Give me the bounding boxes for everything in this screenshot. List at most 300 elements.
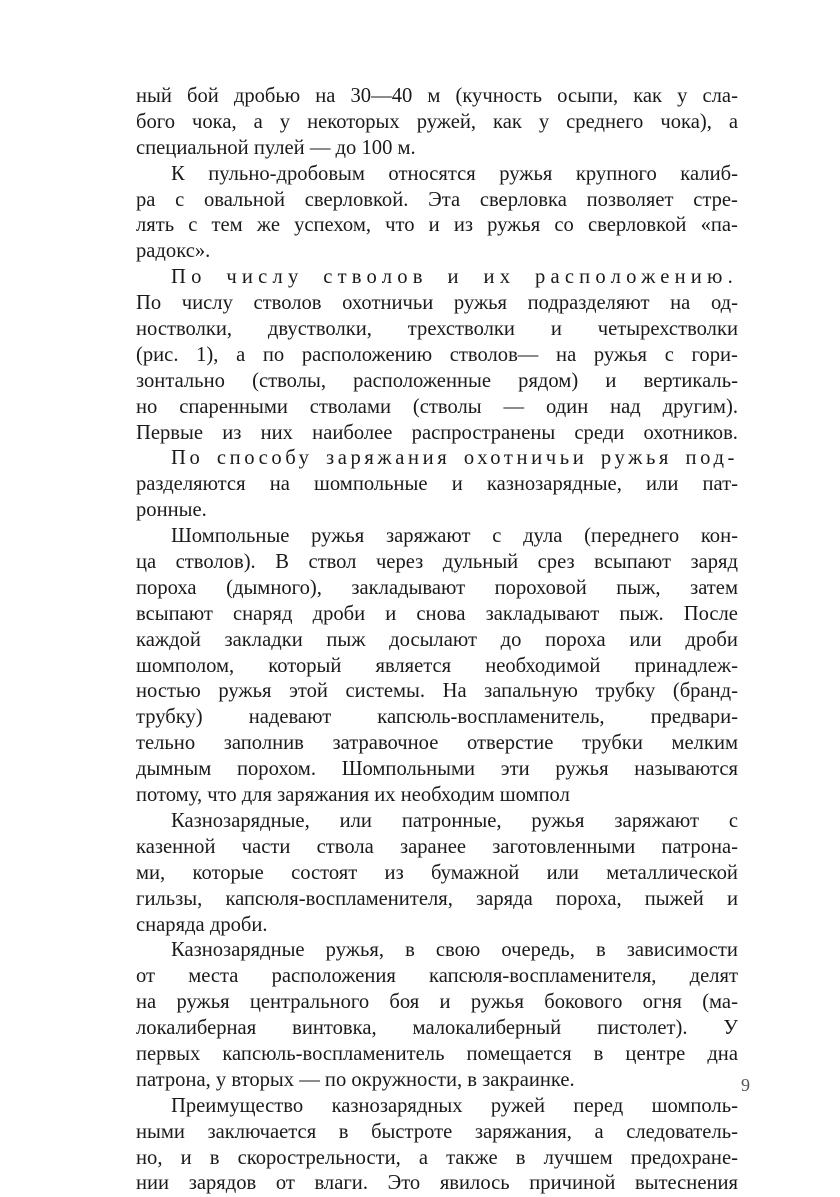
word: досылают: [389, 628, 477, 651]
word: дульный: [442, 551, 519, 574]
word: Казнозарядные,: [171, 809, 310, 832]
word: разделяются: [136, 473, 246, 496]
word: По: [171, 266, 207, 289]
word: ца: [136, 551, 157, 574]
word: лучшем: [543, 1146, 613, 1169]
word: ными: [136, 1120, 185, 1143]
word: (дымного),: [226, 576, 322, 599]
word: расположения: [271, 965, 396, 988]
word: наиболее: [312, 421, 393, 444]
line-text: потому, что для заряжания их необходим шомпол: [136, 784, 570, 807]
word: двустволки,: [267, 318, 372, 341]
word: дроби: [685, 628, 738, 651]
word: (кучность: [455, 85, 543, 107]
word: ствол: [308, 551, 357, 574]
text-line: [136, 679, 738, 705]
word: снова: [416, 602, 466, 625]
word: части: [241, 835, 291, 858]
word: с: [728, 809, 738, 832]
word: и: [180, 1146, 192, 1169]
word: стре-: [693, 188, 738, 211]
word: в: [209, 1146, 220, 1169]
word: другим).: [662, 395, 738, 418]
word: У: [723, 1017, 738, 1040]
text-line: [136, 964, 738, 990]
word: некоторых: [307, 110, 400, 133]
word: но,: [136, 1146, 163, 1169]
word: ружья: [600, 447, 673, 470]
word: от: [136, 965, 156, 988]
word: казнозарядных: [331, 1094, 463, 1117]
word: заряжают: [614, 809, 699, 832]
page-number: 9: [741, 1075, 750, 1095]
word: предвари-: [650, 706, 738, 729]
word: охотничьи: [342, 292, 434, 315]
text-line: [136, 1094, 738, 1120]
word: центрального: [249, 991, 370, 1014]
word: капсюль-воспламенитель,: [377, 706, 605, 729]
word: затем: [690, 576, 738, 599]
word: ный: [136, 85, 172, 107]
word: числу: [181, 292, 233, 315]
word: а: [594, 1120, 604, 1143]
text-line: [136, 654, 738, 680]
word: на: [670, 292, 691, 315]
word: сверловкой: [587, 214, 687, 237]
word: пыж: [326, 628, 366, 651]
word: мелким: [671, 732, 738, 755]
text-line: [136, 938, 738, 964]
word: нии: [136, 1172, 170, 1195]
word: по: [262, 343, 285, 366]
word: малокалиберный: [412, 1017, 562, 1040]
word: заполнив: [223, 732, 304, 755]
word: ностволки,: [136, 318, 233, 341]
word: с: [188, 214, 198, 237]
word: предохране-: [630, 1146, 738, 1169]
word: Эта: [428, 188, 461, 211]
text-line: [136, 472, 738, 498]
word: трубки: [582, 732, 643, 755]
word: охотничьи: [463, 447, 588, 470]
word: или: [629, 628, 662, 651]
word: заряда: [476, 887, 533, 910]
text-line: [136, 188, 738, 214]
word: в: [593, 1042, 604, 1065]
word: крупного: [575, 162, 657, 185]
word: гори-: [691, 343, 738, 366]
text-line: [136, 550, 738, 576]
word: (переднего: [584, 525, 680, 548]
word: ружья: [531, 809, 585, 832]
word: и: [451, 473, 463, 496]
word: со: [554, 214, 574, 237]
word: пороха: [136, 576, 197, 599]
word: пороха,: [555, 887, 622, 910]
word: всыпают: [136, 602, 213, 625]
word: спаренными: [179, 395, 288, 418]
word: отверстие: [467, 732, 554, 755]
text-line: [136, 731, 738, 757]
word: как: [633, 85, 663, 107]
word: «па-: [700, 214, 738, 237]
text-line: [136, 757, 738, 783]
text-line: [136, 1171, 738, 1197]
text-line: [136, 1146, 738, 1172]
word: дроби: [312, 602, 366, 625]
word: на: [315, 85, 336, 107]
word: и: [439, 991, 451, 1014]
word: бокового: [544, 991, 623, 1014]
word: и: [726, 887, 738, 910]
word: ружья: [176, 991, 230, 1014]
word: и: [447, 266, 464, 289]
line-text: снаряда дроби.: [136, 913, 268, 936]
word: стволов: [323, 266, 428, 289]
word: (рис.: [136, 343, 179, 366]
word: вертикаль-: [643, 369, 738, 392]
word: огня: [642, 991, 682, 1014]
word: с: [492, 525, 502, 548]
word: Это: [387, 1172, 421, 1195]
word: дула: [523, 525, 563, 548]
text-line: [136, 446, 738, 472]
text-line: [136, 291, 738, 317]
word: порохом.: [236, 758, 316, 781]
word: бумажной: [430, 861, 520, 884]
word: числу: [226, 266, 304, 289]
word: как: [493, 110, 522, 133]
word: бой: [186, 85, 219, 107]
word: тельно: [136, 732, 196, 755]
text-line: [136, 1068, 738, 1094]
word: —: [503, 395, 525, 418]
word: шомполь-: [651, 1094, 738, 1117]
word: ружья: [311, 525, 365, 548]
text-line: [136, 162, 738, 188]
word: ружья: [218, 680, 272, 703]
text-line: [136, 84, 738, 110]
word: шомпольные: [314, 473, 428, 496]
word: Казнозарядные: [171, 939, 305, 962]
word: вытеснения: [634, 1172, 738, 1195]
word: состоят: [291, 861, 358, 884]
word: что: [385, 214, 415, 237]
word: под-: [685, 447, 738, 470]
word: трехстволки: [407, 318, 515, 341]
word: также: [446, 1146, 498, 1169]
word: или: [646, 473, 679, 496]
word: сла-: [702, 85, 738, 107]
word: пороха: [545, 628, 606, 651]
word: называются: [634, 758, 738, 781]
text-line: [136, 835, 738, 861]
text-line: [136, 705, 738, 731]
word: заряжания,: [474, 1120, 572, 1143]
word: (ма-: [702, 991, 738, 1014]
word: шомполом,: [136, 654, 235, 677]
word: с: [664, 343, 674, 366]
word: который: [268, 654, 342, 677]
word: расположению: [301, 343, 433, 366]
text-line: [136, 498, 738, 524]
word: кон-: [700, 525, 738, 548]
word: перед: [573, 1094, 624, 1117]
word: успехом,: [294, 214, 372, 237]
word: заранее: [399, 835, 466, 858]
word: 1),: [196, 343, 219, 366]
word: казенной: [136, 835, 216, 858]
word: бого: [136, 110, 176, 133]
word: но: [136, 395, 158, 418]
word: расположению.: [534, 266, 738, 289]
word: металлической: [606, 861, 738, 884]
word: над: [610, 395, 641, 418]
word: пыжей: [644, 887, 704, 910]
word: относятся: [388, 162, 476, 185]
word: локалиберная: [136, 1017, 257, 1040]
word: у: [279, 110, 291, 133]
word: принадлеж-: [634, 654, 738, 677]
word: ружья: [555, 758, 609, 781]
word: ностью: [136, 680, 201, 703]
word: зависимости: [626, 939, 738, 962]
text-line: [136, 861, 738, 887]
word: распространены: [411, 421, 556, 444]
word: Шомпольные: [171, 525, 290, 548]
word: сверловкой.: [304, 188, 409, 211]
word: зонтально: [136, 369, 225, 392]
line-text: ронные.: [136, 499, 207, 522]
word: ружья: [593, 343, 648, 366]
word: трубку): [136, 706, 203, 729]
word: ружья: [487, 214, 541, 237]
word: На: [442, 680, 467, 703]
word: од-: [710, 292, 738, 315]
word: калиб-: [680, 162, 738, 185]
word: один: [546, 395, 589, 418]
word: от: [275, 1172, 295, 1195]
word: По: [136, 292, 162, 315]
text-line: [136, 136, 738, 162]
word: в: [595, 939, 606, 962]
word: а: [236, 343, 246, 366]
word: помещается: [466, 1042, 572, 1065]
word: среднего: [566, 110, 644, 133]
line-text: радокс».: [136, 240, 211, 263]
word: запальную: [484, 680, 578, 703]
word: боя: [389, 991, 420, 1014]
text-line: [136, 1120, 738, 1146]
word: Первые: [136, 421, 204, 444]
word: стволами: [309, 395, 391, 418]
word: осыпи,: [557, 85, 619, 107]
word: заготовленными: [492, 835, 636, 858]
word: на: [556, 343, 577, 366]
word: каждой: [136, 628, 201, 651]
word: первых: [136, 1042, 201, 1065]
text-line: [136, 395, 738, 421]
word: гильзы,: [136, 887, 203, 910]
word: ра: [136, 188, 156, 211]
word: По: [171, 447, 204, 470]
word: овальной: [203, 188, 286, 211]
word: ружья: [453, 292, 508, 315]
word: у: [677, 85, 688, 107]
word: подразделяют: [527, 292, 650, 315]
word: заряжания: [325, 447, 451, 470]
word: этой: [289, 680, 328, 703]
word: или: [546, 861, 579, 884]
text-line: [136, 576, 738, 602]
word: капсюль-воспламенитель: [222, 1042, 445, 1065]
word: причиной: [529, 1172, 616, 1195]
text-line: [136, 990, 738, 1016]
word: расположенные: [353, 369, 491, 392]
word: способу: [216, 447, 313, 470]
word: с: [175, 188, 185, 211]
line-text: патрона, у вторых — по окружности, в закраинке.: [136, 1068, 575, 1091]
text-line: [136, 369, 738, 395]
word: ружья,: [325, 939, 384, 962]
word: зарядов: [188, 1172, 257, 1195]
text-line: [136, 213, 738, 239]
word: и: [605, 369, 617, 392]
body-text: [136, 84, 738, 1197]
word: казнозарядные,: [486, 473, 622, 496]
word: в: [338, 1120, 349, 1143]
text-line: [136, 239, 738, 265]
word: системы.: [345, 680, 425, 703]
word: После: [683, 602, 738, 625]
word: скорострельности,: [237, 1146, 401, 1169]
word: всыпают: [594, 551, 671, 574]
text-line: [136, 809, 738, 835]
word: их: [483, 266, 516, 289]
word: а: [253, 110, 263, 133]
word: которые: [192, 861, 264, 884]
word: Шомпольными: [341, 758, 476, 781]
word: дна: [707, 1042, 738, 1065]
word: капсюля-воспламенителя,: [225, 887, 453, 910]
word: свою: [435, 939, 481, 962]
word: пульно-дробовым: [208, 162, 365, 185]
word: К: [171, 162, 185, 185]
word: дробью: [233, 85, 301, 107]
text-line: [136, 524, 738, 550]
word: ружей,: [416, 110, 477, 133]
word: центре: [625, 1042, 686, 1065]
word: патрона-: [661, 835, 738, 858]
text-line: [136, 317, 738, 343]
word: патронные,: [401, 809, 502, 832]
word: них: [260, 421, 293, 444]
word: винтовка,: [292, 1017, 377, 1040]
word: четырехстволки: [597, 318, 738, 341]
text-line: [136, 602, 738, 628]
text-line: [136, 783, 738, 809]
word: позволяет: [586, 188, 674, 211]
word: пороховой: [494, 576, 587, 599]
word: пат-: [702, 473, 738, 496]
text-line: [136, 343, 738, 369]
word: ружей: [490, 1094, 546, 1117]
word: у: [538, 110, 550, 133]
word: и: [428, 214, 440, 237]
word: затравочное: [332, 732, 439, 755]
word: через: [375, 551, 424, 574]
word: же: [256, 214, 280, 237]
word: чока,: [192, 110, 237, 133]
text-line: [136, 1016, 738, 1042]
word: необходимой: [485, 654, 601, 677]
word: чока),: [660, 110, 712, 133]
text-line: [136, 913, 738, 939]
word: пыж,: [616, 576, 661, 599]
word: м: [427, 85, 441, 107]
word: делят: [689, 965, 738, 988]
word: является: [375, 654, 452, 677]
word: и: [385, 602, 397, 625]
word: ми,: [136, 861, 166, 884]
word: В: [275, 551, 289, 574]
word: стволов: [253, 292, 322, 315]
word: лять: [136, 214, 175, 237]
word: а: [728, 110, 738, 133]
word: влаги.: [314, 1172, 368, 1195]
word: места: [188, 965, 239, 988]
word: надевают: [248, 706, 332, 729]
word: ружья: [499, 162, 553, 185]
word: пистолет).: [597, 1017, 688, 1040]
word: пыж.: [619, 602, 664, 625]
word: на: [269, 473, 290, 496]
text-line: [136, 110, 738, 136]
word: до: [500, 628, 522, 651]
word: быстроте: [371, 1120, 453, 1143]
word: (стволы,: [252, 369, 326, 392]
word: среди: [574, 421, 625, 444]
word: эти: [500, 758, 530, 781]
word: закладывают: [485, 602, 600, 625]
word: а: [418, 1146, 429, 1169]
word: и: [550, 318, 562, 341]
text-line: [136, 1042, 738, 1068]
word: ствола: [316, 835, 374, 858]
text-line: [136, 628, 738, 654]
line-text: специальной пулей — до 100 м.: [136, 136, 416, 159]
word: очередь,: [501, 939, 575, 962]
word: следователь-: [626, 1120, 738, 1143]
word: стволов—: [449, 343, 539, 366]
word: 30—40: [350, 85, 413, 107]
word: рядом): [518, 369, 579, 392]
word: сверловка: [479, 188, 567, 211]
word: из: [384, 861, 404, 884]
word: (бранд-: [672, 680, 738, 703]
word: закладки: [224, 628, 303, 651]
text-line: [136, 265, 738, 291]
word: явилось: [439, 1172, 510, 1195]
word: срез: [537, 551, 575, 574]
word: тем: [211, 214, 243, 237]
word: или: [339, 809, 372, 832]
word: ружья: [470, 991, 524, 1014]
word: заряд: [690, 551, 738, 574]
word: снаряд: [232, 602, 293, 625]
word: стволов).: [175, 551, 256, 574]
word: в: [405, 939, 415, 962]
